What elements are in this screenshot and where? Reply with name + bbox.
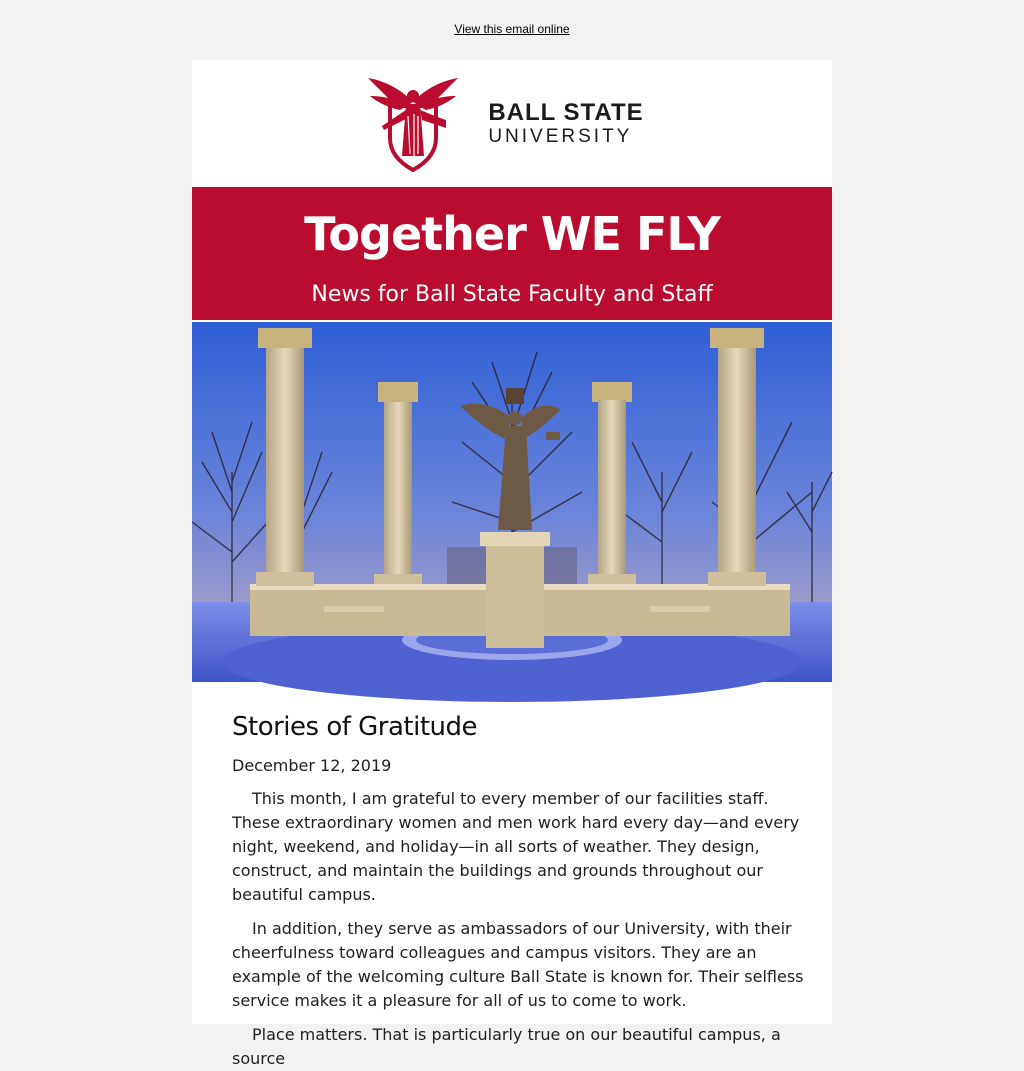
- logo[interactable]: [192, 60, 832, 187]
- hero-image[interactable]: [192, 322, 832, 682]
- view-online-link[interactable]: View this email online: [454, 22, 570, 36]
- email-card: [192, 60, 832, 1068]
- logo-line1: BALL STATE: [488, 98, 644, 126]
- article: [192, 682, 832, 1071]
- view-online-row: [0, 0, 1024, 60]
- article-paragraph: Place matters. That is particularly true on our beautiful campus, a source: [232, 1025, 781, 1068]
- article-title: Stories of Gratitude: [232, 712, 478, 742]
- article-paragraph: In addition, they serve as ambassadors of our University, with their cheerfulness toward colleagues and campus visitors. They are an example of the welcoming culture Ball State is known for. Their selfless service makes it a pleasure for all of us to come to work.: [232, 919, 804, 1010]
- newsletter-banner: [192, 187, 832, 320]
- logo-line2: UNIVERSITY: [488, 125, 633, 147]
- banner-subtitle: News for Ball State Faculty and Staff: [311, 282, 713, 307]
- beneficence-shield-icon: [368, 76, 458, 172]
- article-date: December 12, 2019: [232, 756, 392, 775]
- logo-wordmark: [488, 100, 643, 148]
- banner-title: Together WE FLY: [304, 207, 720, 261]
- article-paragraph: This month, I am grateful to every member of our facilities staff. These extraordinary women and men work hard every day—and every night, weekend, and holiday—in all sorts of weather. They design, construct, and maintain the buildings and grounds throughout our beautiful campus.: [232, 789, 800, 904]
